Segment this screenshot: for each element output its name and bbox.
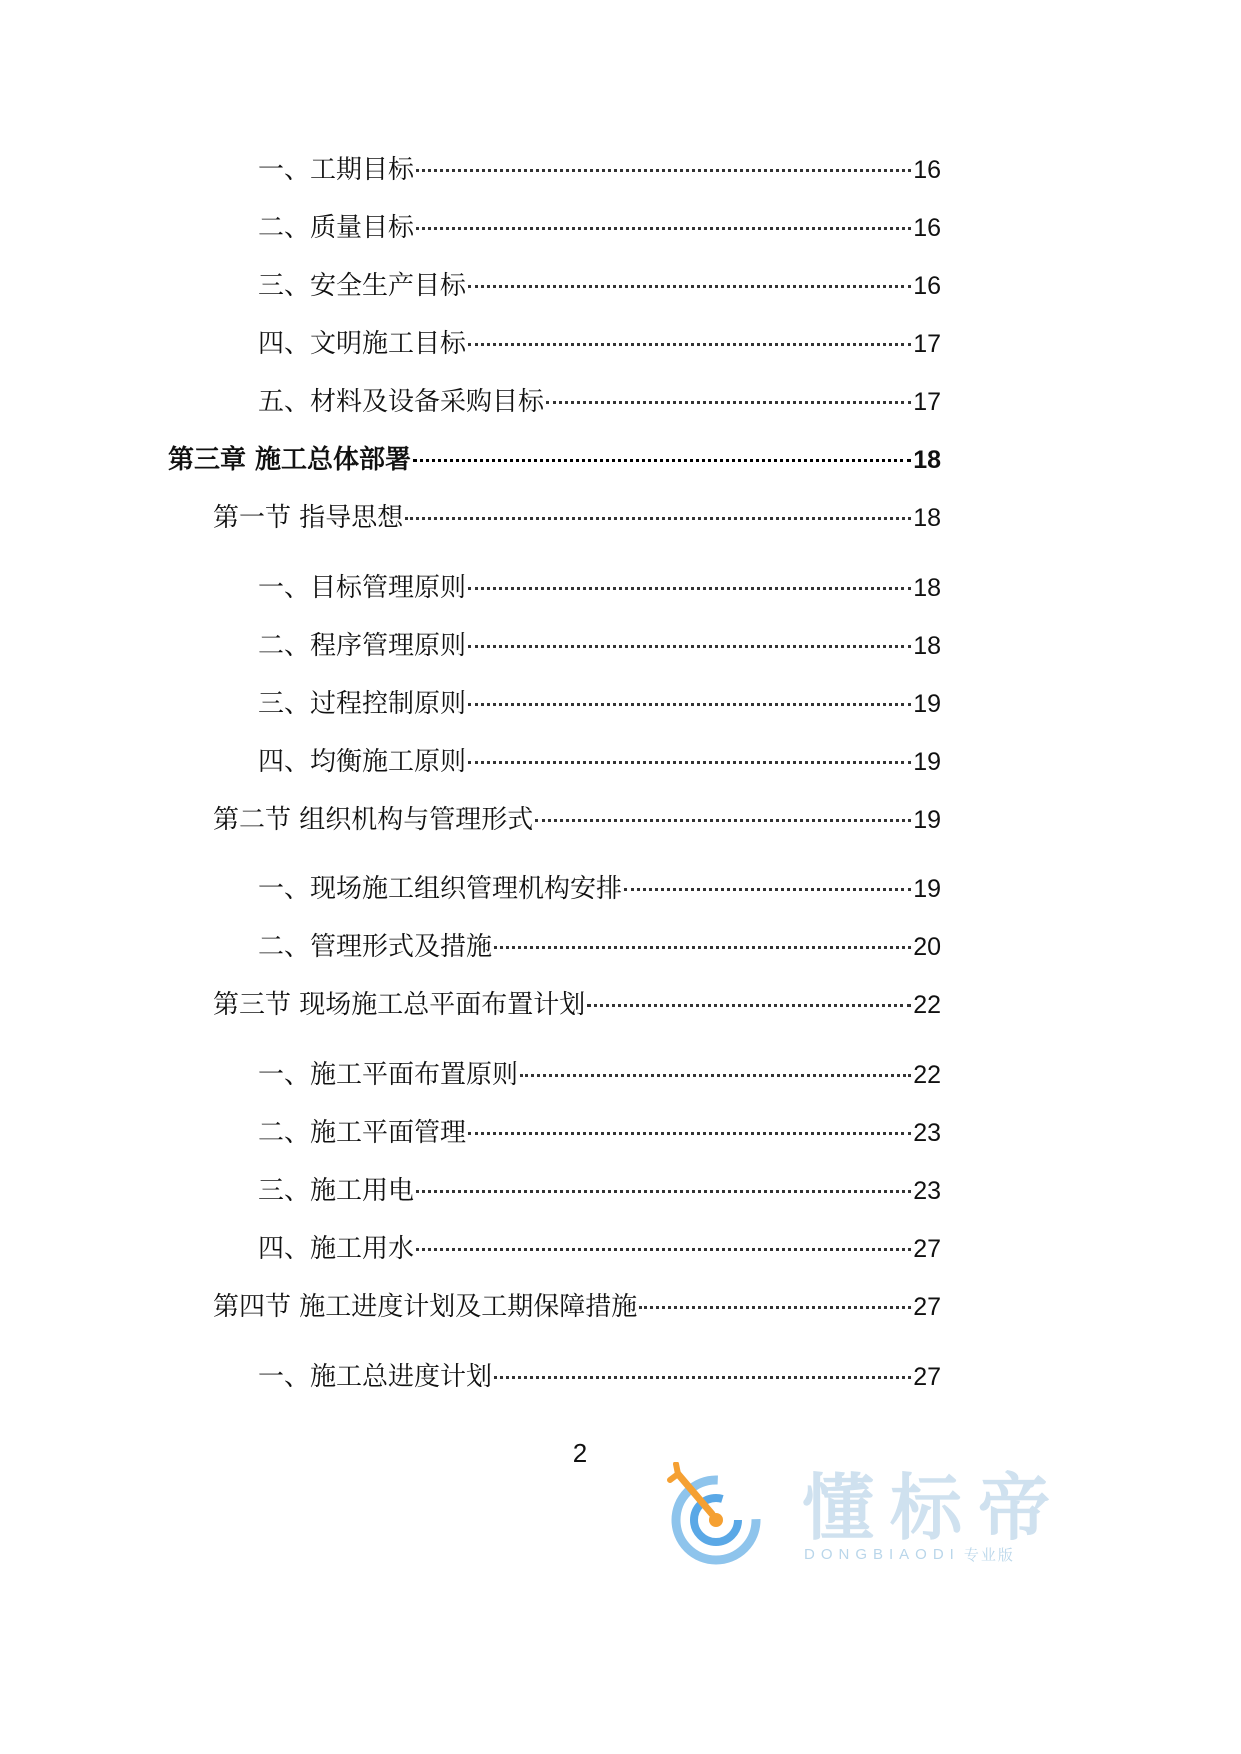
toc-entry[interactable]	[258, 324, 941, 364]
dot-leader	[546, 401, 911, 404]
toc-entry-title: 二、程序管理原则	[258, 631, 467, 661]
dot-leader	[468, 587, 911, 590]
toc-entry-title: 二、质量目标	[258, 213, 415, 243]
toc-entry-page: 18	[913, 574, 941, 602]
toc-entry-page: 17	[913, 330, 941, 358]
toc-entry-title: 二、管理形式及措施	[258, 932, 493, 962]
dot-leader	[468, 703, 911, 706]
dot-leader	[405, 517, 911, 520]
dot-leader	[468, 1132, 911, 1135]
toc-entry[interactable]	[258, 684, 941, 724]
dot-leader	[468, 285, 911, 288]
watermark-subtitle-row	[804, 1544, 1015, 1565]
toc-entry[interactable]	[258, 1113, 941, 1153]
toc-entry-page: 22	[913, 1061, 941, 1089]
toc-entry[interactable]	[258, 1055, 941, 1095]
toc-entry-page: 27	[913, 1293, 941, 1321]
toc-chapter-entry[interactable]	[168, 440, 941, 480]
toc-entry-page: 16	[913, 272, 941, 300]
toc-section-entry[interactable]	[213, 1287, 941, 1327]
toc-entry[interactable]	[258, 626, 941, 666]
toc-entry[interactable]	[258, 568, 941, 608]
toc-entry-page: 27	[913, 1235, 941, 1263]
toc-entry-title: 二、施工平面管理	[258, 1118, 467, 1148]
toc-entry-page: 23	[913, 1177, 941, 1205]
watermark-edition: 专业版	[963, 1546, 1015, 1564]
toc-entry-page: 27	[913, 1363, 941, 1391]
toc-entry[interactable]	[258, 1357, 941, 1397]
toc-entry-title: 第三节 现场施工总平面布置计划	[213, 990, 586, 1020]
toc-entry-page: 16	[913, 214, 941, 242]
dot-leader	[468, 761, 911, 764]
toc-entry-page: 19	[913, 690, 941, 718]
watermark-logo	[664, 1462, 1094, 1566]
toc-entry[interactable]	[258, 1171, 941, 1211]
toc-entry-page: 20	[913, 933, 941, 961]
dot-leader	[624, 888, 911, 891]
toc-entry[interactable]	[258, 1229, 941, 1269]
dot-leader	[416, 169, 911, 172]
toc-entry-title: 三、过程控制原则	[258, 689, 467, 719]
toc-entry-title: 第一节 指导思想	[213, 503, 404, 533]
toc-entry-title: 三、施工用电	[258, 1176, 415, 1206]
dot-leader	[416, 1248, 911, 1251]
toc-entry[interactable]	[258, 927, 941, 967]
toc-entry-title: 四、均衡施工原则	[258, 747, 467, 777]
toc-section-entry[interactable]	[213, 498, 941, 538]
toc-section-entry[interactable]	[213, 800, 941, 840]
target-arrow-icon	[664, 1462, 784, 1566]
toc-entry-page: 23	[913, 1119, 941, 1147]
dot-leader	[416, 1190, 911, 1193]
dot-leader	[413, 459, 911, 462]
toc-entry-title: 四、施工用水	[258, 1234, 415, 1264]
toc-entry[interactable]	[258, 382, 941, 422]
toc-entry-title: 四、文明施工目标	[258, 329, 467, 359]
watermark-subtitle: DONGBIAODI	[804, 1546, 960, 1563]
toc-entry-page: 17	[913, 388, 941, 416]
dot-leader	[416, 227, 911, 230]
toc-entry-title: 第二节 组织机构与管理形式	[213, 805, 534, 835]
toc-entry[interactable]	[258, 742, 941, 782]
dot-leader	[468, 645, 911, 648]
toc-entry-page: 19	[913, 748, 941, 776]
toc-entry-title: 三、安全生产目标	[258, 271, 467, 301]
toc-entry-page: 19	[913, 806, 941, 834]
page-number: 2	[572, 1438, 588, 1468]
toc-entry-title: 第四节 施工进度计划及工期保障措施	[213, 1292, 638, 1322]
dot-leader	[520, 1074, 911, 1077]
toc-entry-title: 一、施工总进度计划	[258, 1362, 493, 1392]
toc-entry-title: 五、材料及设备采购目标	[258, 387, 545, 417]
dot-leader	[494, 1376, 911, 1379]
toc-entry-page: 18	[913, 446, 941, 474]
toc-entry-title: 第三章 施工总体部署	[168, 445, 412, 475]
dot-leader	[639, 1306, 911, 1309]
toc-entry-page: 18	[913, 504, 941, 532]
toc-entry-page: 16	[913, 156, 941, 184]
toc-entry[interactable]	[258, 869, 941, 909]
dot-leader	[535, 819, 911, 822]
toc-entry[interactable]	[258, 208, 941, 248]
toc-entry-title: 一、施工平面布置原则	[258, 1060, 519, 1090]
toc-entry-title: 一、工期目标	[258, 155, 415, 185]
watermark-brand: 懂标帝	[802, 1466, 1067, 1550]
toc-section-entry[interactable]	[213, 985, 941, 1025]
dot-leader	[494, 946, 911, 949]
toc-entry-page: 22	[913, 991, 941, 1019]
toc-entry-page: 18	[913, 632, 941, 660]
toc-entry-page: 19	[913, 875, 941, 903]
dot-leader	[587, 1004, 911, 1007]
toc-entry[interactable]	[258, 150, 941, 190]
toc-entry[interactable]	[258, 266, 941, 306]
dot-leader	[468, 343, 911, 346]
toc-entry-title: 一、目标管理原则	[258, 573, 467, 603]
toc-entry-title: 一、现场施工组织管理机构安排	[258, 874, 623, 904]
